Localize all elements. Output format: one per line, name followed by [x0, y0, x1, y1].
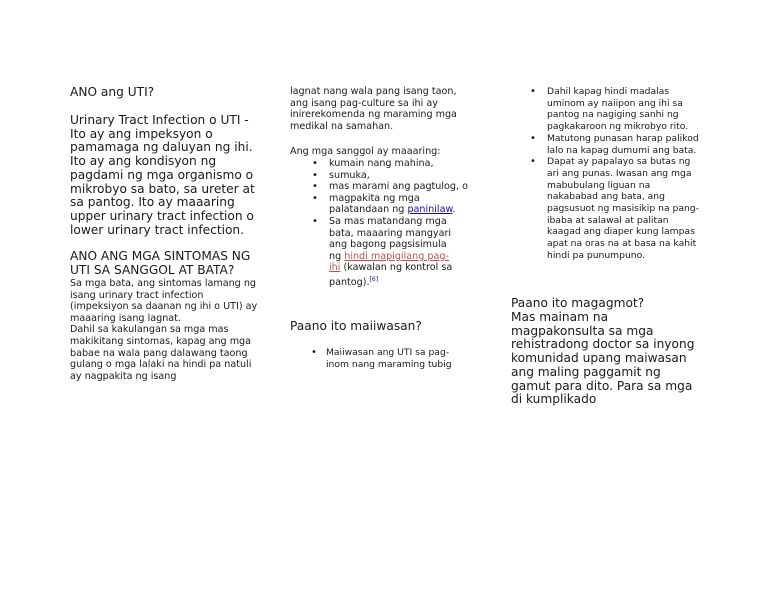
list-item [511, 133, 701, 156]
list-item-text: Maiiwasan ang UTI sa pag-inom nang maraming tubig [326, 347, 452, 370]
list-item-text: . [452, 204, 456, 216]
symptoms-paragraph-1: Sa mga bata, ang sintomas lamang ng isang urinary tract infection (impeksiyon sa daanan ng ihi o UTI) ay maaaring isang lagnat. [70, 278, 258, 324]
list-item [511, 156, 701, 261]
list-item [290, 216, 453, 289]
jaundice-link[interactable]: paninilaw [407, 204, 453, 216]
infant-symptoms-list [290, 158, 480, 289]
list-item [290, 347, 462, 370]
symptoms-text [70, 278, 260, 382]
prevention-list-continued [511, 86, 701, 262]
list-item-text: mas marami ang pagtulog, o [329, 181, 468, 193]
treatment-heading: Paano ito magagmot? [511, 296, 645, 310]
infant-symptoms-intro: Ang mga sanggol ay maaaring: [290, 146, 441, 157]
list-item [290, 193, 480, 216]
list-item-text: magpakita ng mga palatandaan ng [329, 192, 420, 216]
list-item-text: Matutong punasan harap palikod lalo na kapag dumumi ang bata. [547, 132, 699, 156]
list-item [290, 170, 480, 182]
symptoms-heading: ANO ANG MGA SINTOMAS NG UTI SA SANGGOL AT BATA? [70, 249, 251, 277]
prevention-heading: Paano ito maiiwasan? [290, 319, 422, 333]
continued-text: lagnat nang wala pang isang taon, ang isang pag-culture sa ihi ay inirerekomenda ng maraming mga medikal na samahan. [290, 86, 457, 132]
list-item-text: sumuka, [329, 169, 370, 181]
list-item [511, 86, 701, 133]
list-item [290, 158, 480, 170]
uti-definition: Urinary Tract Infection o UTI - Ito ay ang impeksyon o pamamaga ng daluyan ng ihi. Ito ay ang kondisyon ng pagdami ng mga organismo o mikrobyo sa bato, sa ureter at sa pantog. Ito ay maaaring upper urinary tract infection o lower urinary tract infection. [70, 113, 255, 237]
reference-link[interactable]: [6] [369, 275, 379, 283]
list-item-text: Sa mas matandang mga bata, maaaring mangyari ang bagong pagsisimula ng [329, 215, 452, 262]
list-item-text: Dapat ay papalayo sa butas ng ari ang punas. Iwasan ang mga mabubulang liguan na nakababad ang bata, ang pagsusuot ng masisikip na pang-ibaba at salawal at palitan kaagad ang diaper kung lampas apat na oras na at basa na kahit hindi pa punumpuno. [547, 156, 699, 261]
list-item-text: kumain nang mahina, [329, 158, 434, 169]
list-item-text: Dahil kapag hindi madalas uminom ay naiipon ang ihi sa pantog na nagiging sanhi ng pagkakaroon ng mikrobyo rito. [547, 86, 689, 133]
symptoms-paragraph-2: Dahil sa kakulangan sa mga mas makikitang sintomas, kapag ang mga babae na wala pang dalawang taong gulang o mga lalaki na hindi pa natuli ay nagpakita ng isang [70, 324, 252, 382]
list-item-text: (kawalan ng kontrol sa pantog). [329, 262, 453, 289]
uti-title: ANO ang UTI? [70, 85, 155, 99]
incontinence-link[interactable]: hindi mapigilang pag-ihi [329, 250, 449, 274]
list-item [290, 181, 480, 193]
treatment-text: Mas mainam na magpakonsulta sa mga rehistradong doctor sa inyong komunidad upang maiwasan ang maling paggamit ng gamut para dito. Para sa mga di kumplikado [511, 310, 695, 407]
prevention-list [290, 347, 462, 370]
